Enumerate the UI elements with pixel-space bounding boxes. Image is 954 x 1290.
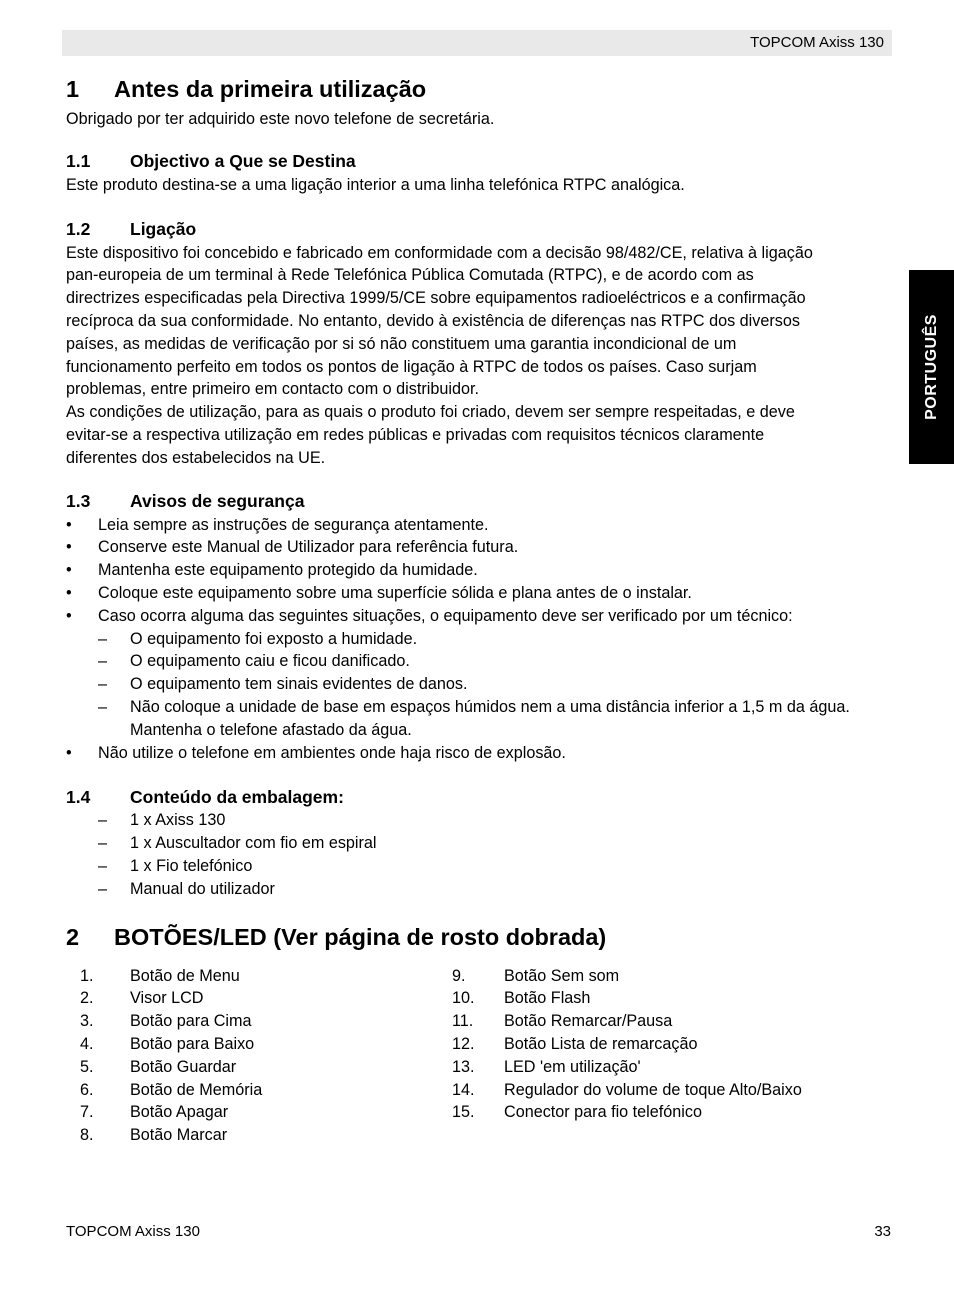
item-number: 15. — [452, 1103, 475, 1122]
paragraph-line: recíproca da sua conformidade. No entanto, devido à existência de diferenças nas RTPC dos diversos — [66, 311, 800, 330]
item-label: Botão de Memória — [130, 1080, 263, 1099]
list-item-text: O equipamento tem sinais evidentes de danos. — [130, 675, 468, 694]
list-item: • Caso ocorra alguma das seguintes situações, o equipamento deve ser verificado por um técnico: — [66, 605, 892, 628]
paragraph-line: pan-europeia de um terminal à Rede Telefónica Pública Comutada (RTPC), e de acordo com as — [66, 266, 754, 285]
list-item — [452, 1101, 892, 1124]
page-header — [62, 30, 892, 56]
section-title: Avisos de segurança — [130, 491, 305, 512]
section-title: Ligação — [130, 219, 197, 240]
buttons-list-right — [452, 965, 892, 1147]
safety-list — [66, 514, 892, 628]
list-item-text: O equipamento caiu e ficou danificado. — [130, 652, 410, 671]
section-number: 2 — [66, 924, 80, 951]
section-1-heading — [66, 72, 892, 106]
section-1-4-heading — [66, 785, 892, 809]
paragraph-line: diferentes dos estabelecidos na UE. — [66, 448, 326, 467]
paragraph-line: As condições de utilização, para as quais o produto foi criado, devem ser sempre respeitadas, e deve — [66, 403, 795, 422]
section-title: Objectivo a Que se Destina — [130, 151, 356, 172]
section-1-2-body — [66, 242, 892, 470]
item-label: Botão Apagar — [130, 1103, 229, 1122]
list-item — [66, 1079, 452, 1102]
section-1-1-text: Este produto destina-se a uma ligação interior a uma linha telefónica RTPC analógica. — [66, 175, 685, 194]
section-2-heading — [66, 921, 892, 955]
dash-marker: – — [98, 834, 108, 853]
list-item — [66, 628, 892, 651]
buttons-list — [66, 965, 892, 1147]
item-number: 2. — [80, 989, 94, 1008]
item-label: Botão de Menu — [130, 966, 240, 985]
item-number: 7. — [80, 1103, 94, 1122]
list-item: • Coloque este equipamento sobre uma superfície sólida e plana antes de o instalar. — [66, 582, 892, 605]
list-item-text: O equipamento foi exposto a humidade. — [130, 629, 418, 648]
language-tab — [909, 270, 954, 464]
item-label: Botão Sem som — [504, 966, 620, 985]
list-item — [452, 1033, 892, 1056]
item-label: Botão para Baixo — [130, 1034, 255, 1053]
list-item: • Conserve este Manual de Utilizador para referência futura. — [66, 536, 892, 559]
item-label: Botão Lista de remarcação — [504, 1034, 698, 1053]
list-item — [66, 1101, 452, 1124]
item-label: LED 'em utilização' — [504, 1057, 641, 1076]
section-number: 1 — [66, 75, 80, 102]
package-contents-list — [66, 809, 892, 900]
section-number: 1.2 — [66, 219, 91, 240]
footer-title: TOPCOM Axiss 130 — [66, 1223, 200, 1240]
dash-marker: – — [98, 811, 108, 830]
item-number: 3. — [80, 1012, 94, 1031]
section-1-1-heading — [66, 150, 892, 174]
page-number: 33 — [874, 1223, 891, 1240]
item-number: 14. — [452, 1080, 475, 1099]
dash-marker: – — [98, 856, 108, 875]
section-title: Antes da primeira utilização — [114, 75, 427, 102]
dash-marker: – — [98, 879, 108, 898]
section-number: 1.1 — [66, 151, 91, 172]
section-1-intro: Obrigado por ter adquirido este novo telefone de secretária. — [66, 110, 495, 128]
item-number: 11. — [452, 1012, 474, 1031]
item-number: 13. — [452, 1057, 475, 1076]
list-item — [452, 1010, 892, 1033]
list-item — [66, 673, 892, 696]
dash-marker: – — [98, 697, 108, 716]
list-item — [66, 878, 892, 901]
section-number: 1.3 — [66, 491, 91, 512]
item-label: Botão Remarcar/Pausa — [504, 1012, 673, 1031]
item-label: Botão Marcar — [130, 1126, 228, 1145]
section-title: BOTÕES/LED (Ver página de rosto dobrada) — [114, 924, 607, 951]
section-title: Conteúdo da embalagem: — [130, 786, 344, 807]
list-item — [66, 987, 452, 1010]
list-item — [66, 650, 892, 673]
list-item — [66, 1124, 452, 1147]
item-label: Botão Flash — [504, 989, 591, 1008]
list-item — [66, 1033, 452, 1056]
item-label: Botão para Cima — [130, 1012, 252, 1031]
list-item — [66, 809, 892, 832]
list-item — [452, 987, 892, 1010]
item-number: 1. — [80, 966, 94, 985]
dash-marker: – — [98, 652, 108, 671]
list-item — [452, 1079, 892, 1102]
page-content — [66, 72, 892, 1147]
list-item — [66, 1056, 452, 1079]
item-number: 5. — [80, 1057, 94, 1076]
list-item: • Não utilize o telefone em ambientes onde haja risco de explosão. — [66, 742, 892, 765]
item-number: 10. — [452, 989, 475, 1008]
list-item-text: 1 x Axiss 130 — [130, 811, 226, 830]
item-number: 9. — [452, 966, 466, 985]
list-item-text: Manual do utilizador — [130, 879, 275, 898]
item-label: Regulador do volume de toque Alto/Baixo — [504, 1080, 802, 1099]
paragraph-line: Este dispositivo foi concebido e fabricado em conformidade com a decisão 98/482/CE, relativa à ligação — [66, 243, 813, 262]
list-item — [66, 1010, 452, 1033]
item-label: Botão Guardar — [130, 1057, 237, 1076]
buttons-list-left — [66, 965, 452, 1147]
list-item-text: 1 x Fio telefónico — [130, 856, 253, 875]
list-item: • Mantenha este equipamento protegido da humidade. — [66, 559, 892, 582]
item-label: Visor LCD — [130, 989, 204, 1008]
safety-sublist — [66, 628, 892, 742]
item-number: 12. — [452, 1034, 475, 1053]
header-title: TOPCOM Axiss 130 — [750, 34, 884, 51]
dash-marker: – — [98, 675, 108, 694]
paragraph-line: funcionamento perfeito em todos os pontos de ligação à RTPC de todos os países. Caso surjam — [66, 357, 757, 376]
section-1-2-heading — [66, 218, 892, 242]
language-tab-label: PORTUGUÊS — [922, 314, 940, 420]
item-number: 6. — [80, 1080, 94, 1099]
safety-list-end — [66, 742, 892, 765]
list-item-text: Não coloque a unidade de base em espaços húmidos nem a uma distância inferior a 1,5 m da água. Mantenha o telefone afastado da água. — [130, 697, 850, 739]
item-number: 8. — [80, 1126, 94, 1145]
list-item — [66, 965, 452, 988]
paragraph-line: directrizes especificadas pela Directiva 1999/5/CE sobre equipamentos radioeléctricos e a confirmação — [66, 289, 806, 308]
list-item — [66, 855, 892, 878]
paragraph-line: problemas, entre primeiro em contacto com o distribuidor. — [66, 380, 479, 399]
section-number: 1.4 — [66, 786, 91, 807]
paragraph-line: evitar-se a respectiva utilização em redes públicas e privadas com requisitos técnicos claramente — [66, 425, 765, 444]
list-item — [452, 965, 892, 988]
section-1-3-heading — [66, 490, 892, 514]
list-item — [66, 832, 892, 855]
item-number: 4. — [80, 1034, 94, 1053]
item-label: Conector para fio telefónico — [504, 1103, 702, 1122]
list-item — [452, 1056, 892, 1079]
list-item: • Leia sempre as instruções de segurança atentamente. — [66, 514, 892, 537]
paragraph-line: países, as medidas de verificação por si só não constituem uma garantia incondicional de um — [66, 334, 737, 353]
list-item-text: 1 x Auscultador com fio em espiral — [130, 834, 377, 853]
list-item — [66, 696, 892, 742]
dash-marker: – — [98, 629, 108, 648]
